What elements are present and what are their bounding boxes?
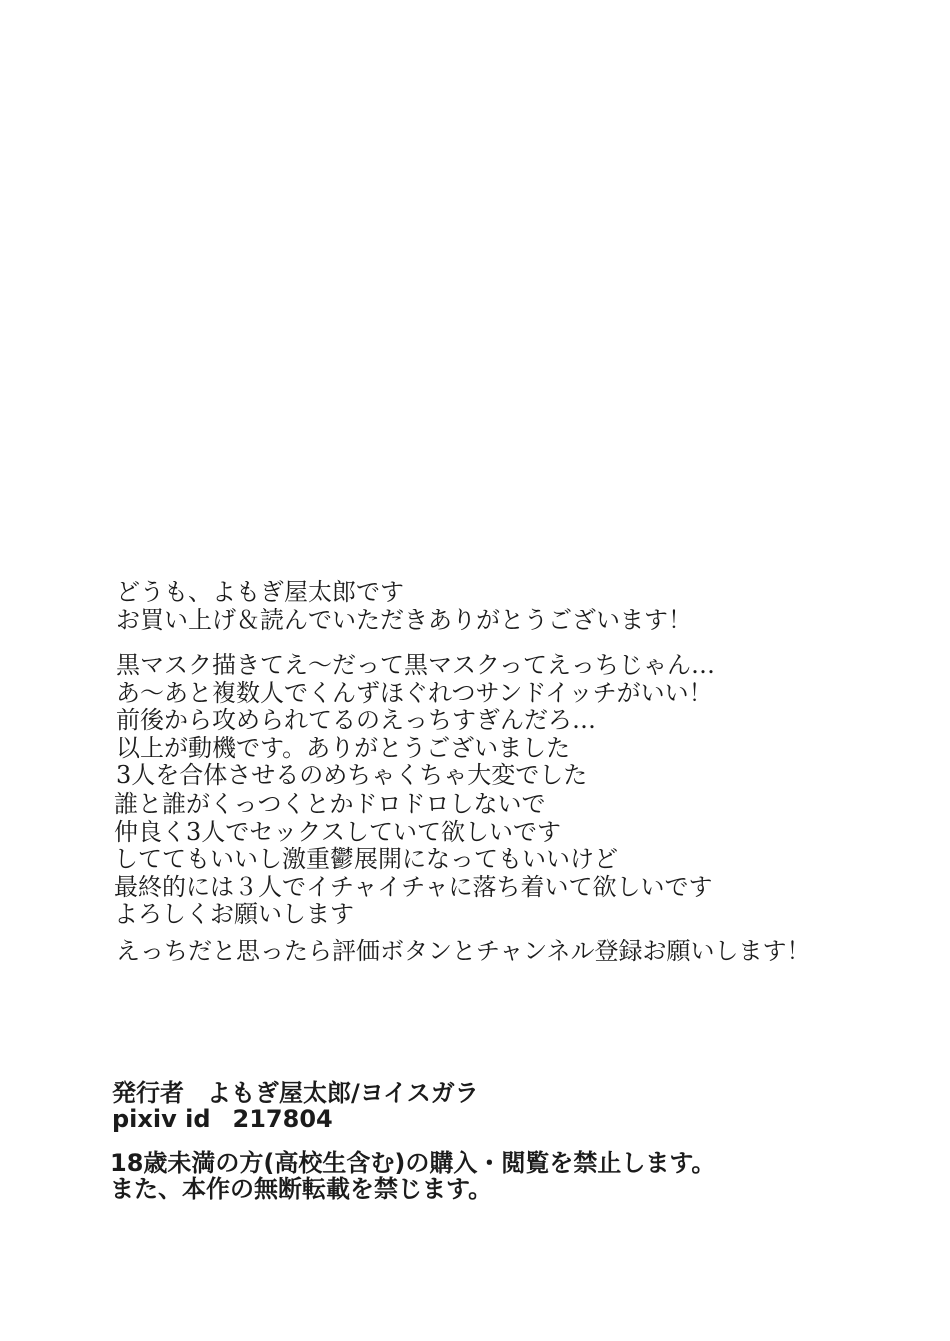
publisher-line (112, 1080, 479, 1106)
motivation-line-4: 以上が動機です。ありがとうございました (116, 733, 571, 762)
wishes-paragraph (114, 791, 713, 929)
wishes-line-3: しててもいいし激重鬱展開になってもいいけど (114, 845, 618, 873)
cta-paragraph (116, 938, 811, 966)
notice-line-2: また、本作の無断転載を禁じます。 (110, 1175, 493, 1203)
motivation-paragraph (116, 652, 715, 790)
motivation-line-5: 3人を合体させるのめちゃくちゃ大変でした (116, 761, 588, 789)
pixiv-id-label: pixiv id (112, 1105, 211, 1133)
restriction-notice (110, 1150, 715, 1202)
greeting-paragraph (116, 579, 692, 634)
wishes-line-1: 誰と誰がくっつくとかドロドロしないで (114, 790, 546, 818)
wishes-line-2: 仲良く3人でセックスしていて欲しいです (114, 817, 562, 846)
motivation-line-2: あ〜あと複数人でくんずほぐれつサンドイッチがいい！ (116, 678, 713, 707)
wishes-line-4: 最終的には３人でイチャイチャに落ち着いて欲しいです (114, 872, 713, 901)
notice-line-1: 18歳未満の方(高校生含む)の購入・閲覧を禁止します。 (110, 1149, 716, 1177)
pixiv-id-value: 217804 (232, 1105, 333, 1133)
motivation-line-3: 前後から攻められてるのえっちすぎんだろ… (116, 706, 596, 734)
publisher-label: 発行者 (112, 1079, 184, 1107)
greeting-line-1: どうも、よもぎ屋太郎です (116, 578, 404, 606)
publisher-name: よもぎ屋太郎/ヨイスガラ (207, 1079, 479, 1107)
greeting-line-2: お買い上げ＆読んでいただきありがとうございます！ (116, 605, 692, 634)
pixiv-id-line (112, 1106, 479, 1132)
motivation-line-1: 黒マスク描きてえ〜だって黒マスクってえっちじゃん… (116, 651, 716, 679)
colophon (112, 1080, 479, 1132)
wishes-line-5: よろしくお願いします (114, 900, 354, 928)
cta-line: えっちだと思ったら評価ボタンとチャンネル登録お願いします！ (116, 937, 811, 965)
